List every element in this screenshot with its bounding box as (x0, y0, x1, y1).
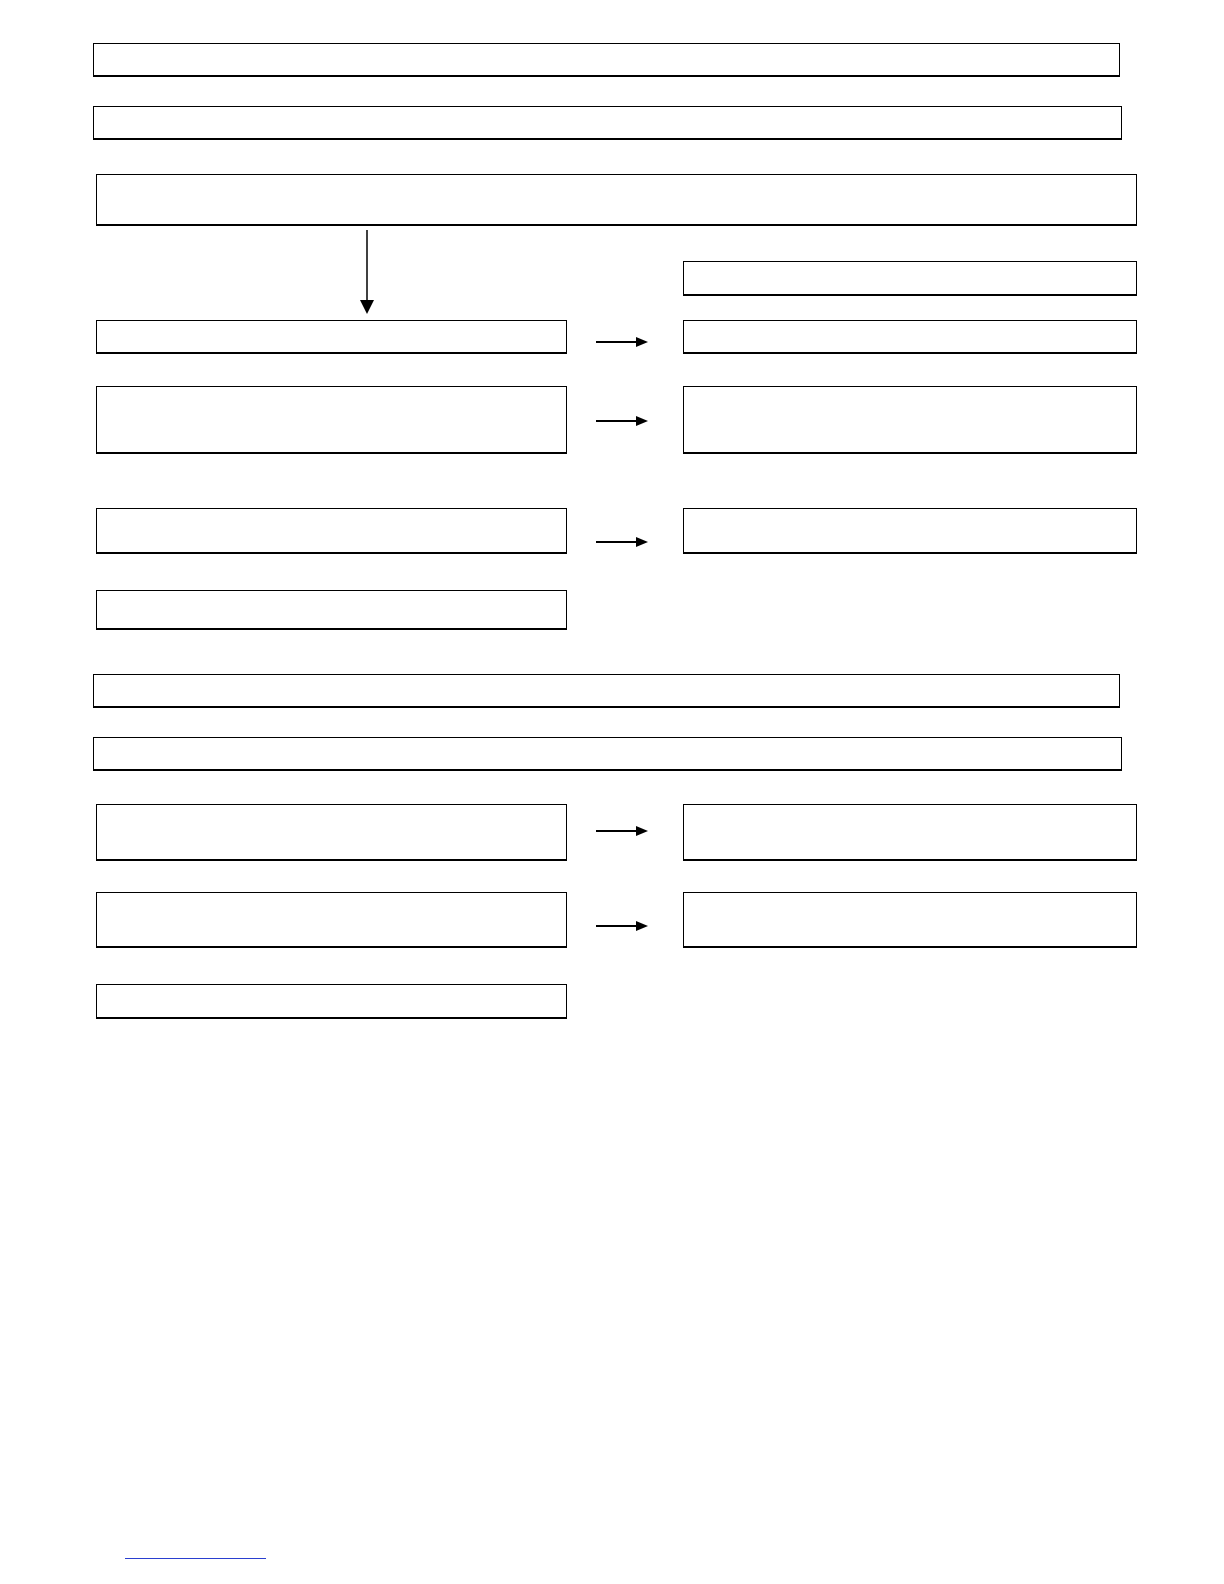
right-arrow-step-6 (596, 921, 648, 931)
right-arrow-step-3 (596, 537, 648, 547)
footer-link-underline[interactable] (125, 1558, 266, 1559)
right-arrow-step-1 (596, 337, 648, 347)
down-arrow (360, 230, 374, 314)
right-arrow-step-2 (596, 416, 648, 426)
right-arrow-step-5 (596, 826, 648, 836)
